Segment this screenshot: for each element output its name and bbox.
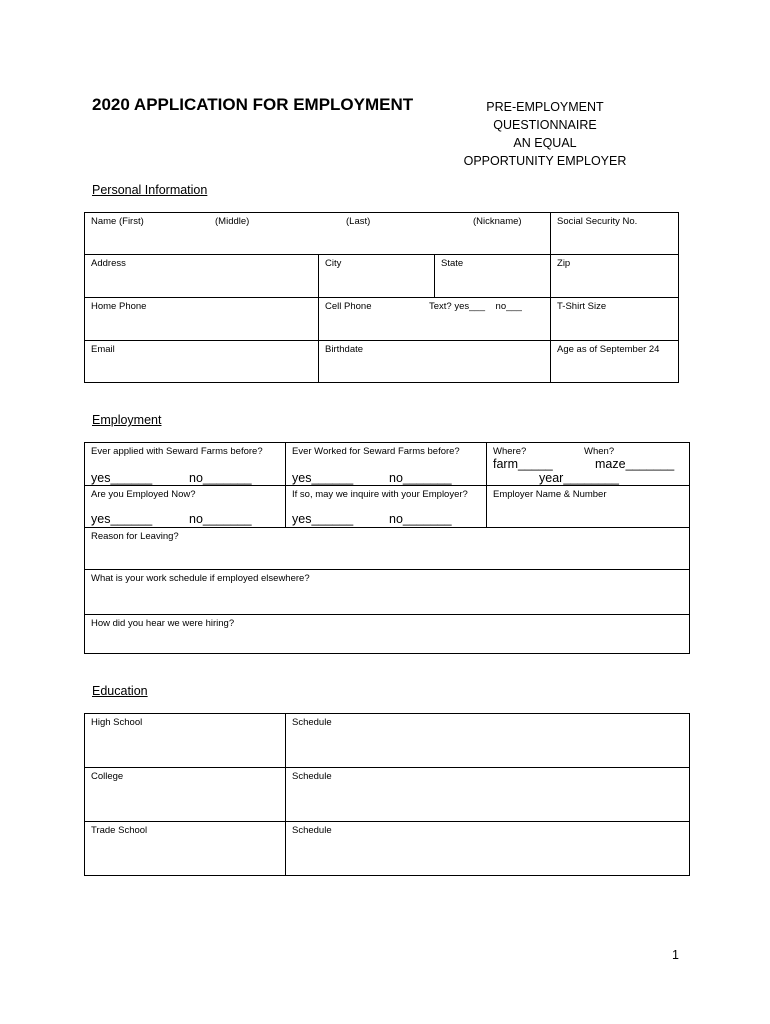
when-label: When? — [584, 446, 615, 457]
schedule-label: Schedule — [292, 717, 332, 728]
cell-phone-label: Cell Phone — [325, 301, 372, 312]
email-field[interactable] — [85, 341, 319, 383]
personal-info-table — [84, 212, 679, 383]
document-title: 2020 APPLICATION FOR EMPLOYMENT — [92, 95, 414, 114]
employed-yes-blank: yes______ — [91, 512, 153, 526]
age-label: Age as of September 24 — [557, 344, 660, 355]
schedule-elsewhere-label: What is your work schedule if employed elsewhere? — [91, 573, 310, 584]
farm-blank: farm_____ — [493, 457, 553, 471]
table-row — [85, 615, 690, 654]
page-number: 1 — [672, 948, 679, 962]
worked-before-label: Ever Worked for Seward Farms before? — [292, 446, 460, 457]
table-row — [85, 570, 690, 615]
inquire-employer-field[interactable] — [286, 486, 487, 528]
subtitle-line: PRE-EMPLOYMENT — [486, 100, 604, 114]
home-phone-field[interactable] — [85, 298, 319, 341]
cell-phone-field[interactable] — [319, 298, 551, 341]
zip-field[interactable] — [551, 255, 679, 298]
table-row — [85, 486, 690, 528]
worked-no-blank: no_______ — [389, 471, 452, 485]
address-field[interactable] — [85, 255, 319, 298]
where-when-field[interactable] — [487, 443, 690, 486]
home-phone-label: Home Phone — [91, 301, 147, 312]
college-field[interactable] — [85, 768, 286, 822]
how-heard-field[interactable] — [85, 615, 690, 654]
table-row — [85, 714, 690, 768]
state-label: State — [441, 258, 464, 269]
high-school-label: High School — [91, 717, 143, 728]
employment-table — [84, 442, 690, 654]
employed-now-label: Are you Employed Now? — [91, 489, 196, 500]
high-school-field[interactable] — [85, 714, 286, 768]
employed-now-field[interactable] — [85, 486, 286, 528]
email-label: Email — [91, 344, 115, 355]
document-subtitle — [440, 98, 650, 170]
high-school-schedule-field[interactable] — [286, 714, 690, 768]
table-row — [85, 528, 690, 570]
how-heard-label: How did you hear we were hiring? — [91, 618, 235, 629]
birthdate-field[interactable] — [319, 341, 551, 383]
inquire-employer-label: If so, may we inquire with your Employer? — [292, 489, 468, 500]
maze-blank: maze_______ — [595, 457, 675, 471]
schedule-elsewhere-field[interactable] — [85, 570, 690, 615]
year-blank: year________ — [539, 471, 619, 485]
birthdate-label: Birthdate — [325, 344, 364, 355]
where-label: Where? — [493, 446, 527, 457]
applied-before-field[interactable] — [85, 443, 286, 486]
ssn-field[interactable] — [551, 213, 679, 255]
subtitle-line: QUESTIONNAIRE — [493, 118, 597, 132]
city-field[interactable] — [319, 255, 435, 298]
subtitle-line: OPPORTUNITY EMPLOYER — [463, 154, 627, 168]
section-heading-employment: Employment — [92, 413, 162, 427]
name-last-label: (Last) — [346, 216, 371, 227]
employer-name-field[interactable] — [487, 486, 690, 528]
inquire-no-blank: no_______ — [389, 512, 452, 526]
age-field[interactable] — [551, 341, 679, 383]
trade-school-schedule-field[interactable] — [286, 822, 690, 876]
tshirt-field[interactable] — [551, 298, 679, 341]
schedule-label: Schedule — [292, 771, 332, 782]
table-row — [85, 298, 679, 341]
table-row — [85, 255, 679, 298]
section-heading-personal: Personal Information — [92, 183, 208, 197]
address-label: Address — [91, 258, 126, 269]
text-opt-label: Text? yes___ no___ — [429, 301, 522, 312]
applied-before-label: Ever applied with Seward Farms before? — [91, 446, 263, 457]
worked-before-field[interactable] — [286, 443, 487, 486]
name-field[interactable] — [85, 213, 551, 255]
state-field[interactable] — [435, 255, 551, 298]
reason-leaving-field[interactable] — [85, 528, 690, 570]
applied-no-blank: no_______ — [189, 471, 252, 485]
city-label: City — [325, 258, 342, 269]
worked-yes-blank: yes______ — [292, 471, 354, 485]
employer-name-label: Employer Name & Number — [493, 489, 607, 500]
table-row — [85, 341, 679, 383]
table-row — [85, 822, 690, 876]
table-row — [85, 768, 690, 822]
ssn-label: Social Security No. — [557, 216, 638, 227]
employed-no-blank: no_______ — [189, 512, 252, 526]
college-schedule-field[interactable] — [286, 768, 690, 822]
reason-leaving-label: Reason for Leaving? — [91, 531, 179, 542]
tshirt-label: T-Shirt Size — [557, 301, 607, 312]
college-label: College — [91, 771, 124, 782]
education-table — [84, 713, 690, 876]
table-row — [85, 213, 679, 255]
trade-school-field[interactable] — [85, 822, 286, 876]
section-heading-education: Education — [92, 684, 148, 698]
name-nickname-label: (Nickname) — [473, 216, 522, 227]
applied-yes-blank: yes______ — [91, 471, 153, 485]
table-row — [85, 443, 690, 486]
trade-school-label: Trade School — [91, 825, 148, 836]
subtitle-line: AN EQUAL — [513, 136, 577, 150]
schedule-label: Schedule — [292, 825, 332, 836]
inquire-yes-blank: yes______ — [292, 512, 354, 526]
name-first-label: Name (First) — [91, 216, 144, 227]
name-middle-label: (Middle) — [215, 216, 250, 227]
zip-label: Zip — [557, 258, 571, 269]
